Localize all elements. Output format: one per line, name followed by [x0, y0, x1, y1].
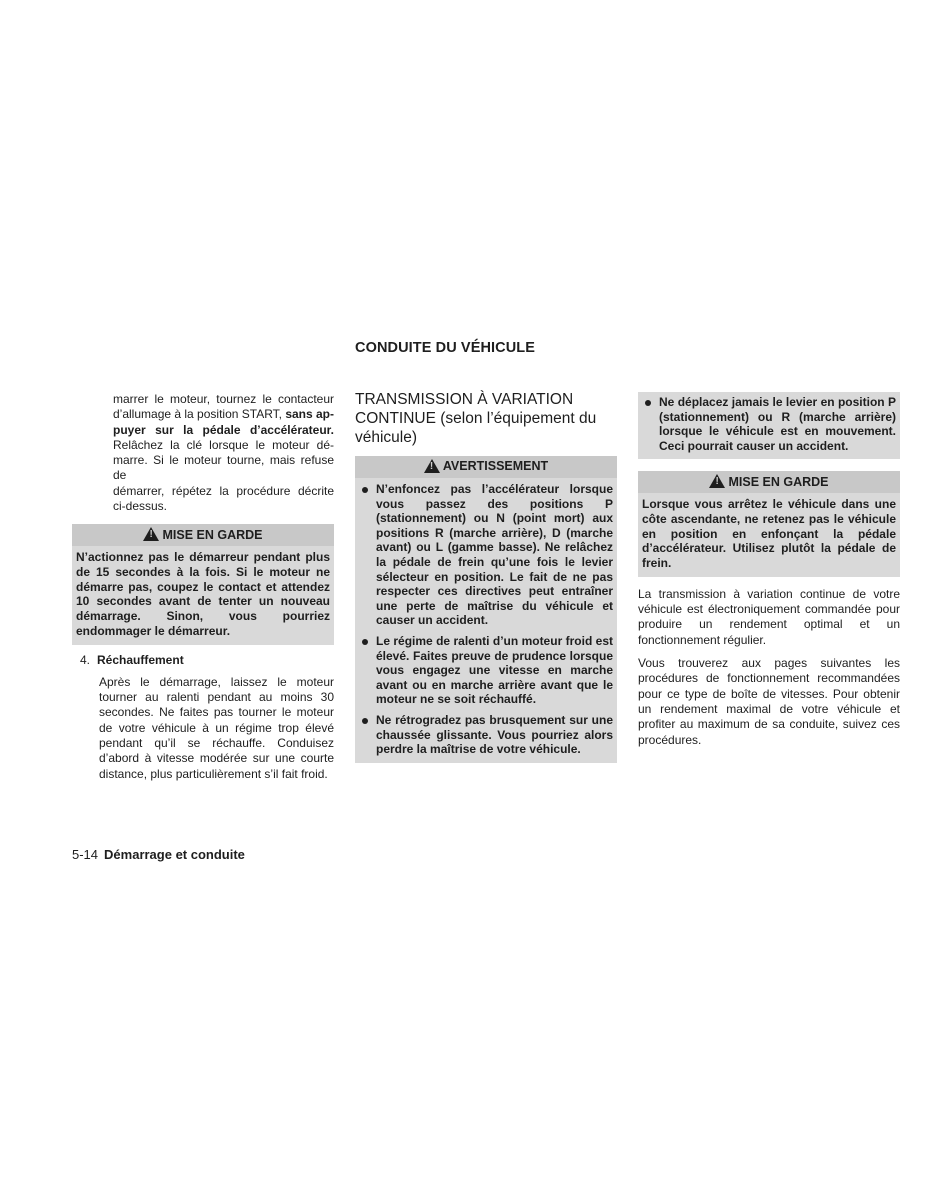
intro-bold: sans ap- [285, 407, 334, 422]
caution-box-2 [638, 471, 900, 577]
page-footer [72, 847, 245, 862]
intro-paragraph [113, 392, 334, 514]
warning-list [355, 478, 617, 763]
intro-line: d’allumage à la position START, sans ap- [113, 407, 334, 422]
column-2 [355, 390, 617, 763]
intro-line: puyer sur la pédale d’accélérateur. [113, 422, 334, 437]
column-3 [638, 392, 900, 748]
warning-bullet: Ne déplacez jamais le levier en position P (stationnement) ou R (marche arrière) lorsque le véhicule est en mouvement. Ceci pourrait causer un accident. [642, 395, 896, 453]
section-title: CONDUITE DU VÉHICULE [355, 340, 536, 356]
caution-header [72, 524, 334, 546]
intro-line: marre. Si le moteur tourne, mais refuse de [113, 453, 334, 483]
caution-title-2: MISE EN GARDE [728, 474, 829, 489]
item-heading [80, 653, 334, 668]
caution-text-2: Lorsque vous arrêtez le véhicule dans une côte ascendante, ne retenez pas le véhicule en position en enfonçant la pédale d’accélérateur. Utilisez plutôt la pédale de frein. [642, 497, 896, 571]
item-title: Réchauffement [97, 652, 184, 667]
warning-continued-box [638, 392, 900, 459]
warning-continued-list [638, 392, 900, 459]
caution-title: MISE EN GARDE [162, 527, 263, 542]
warning-triangle-icon [143, 527, 159, 541]
intro-line: marrer le moteur, tournez le contacteur [113, 392, 334, 406]
warning-box [355, 456, 617, 763]
paragraph-2: Vous trouverez aux pages suivantes les procédures de fonctionnement recommandées pour ce type de boîte de vitesses. Pour obtenir un rendement maximal de votre véhicule et profiter au maximum de sa conduite, suivez ces procédures. [638, 656, 900, 747]
warning-header [355, 456, 617, 478]
paragraph-1: La transmission à variation continue de votre véhicule est électroniquement commandée pour produire un rendement optimal et un fonctionnement régulier. [638, 586, 900, 647]
warning-bullet: Ne rétrogradez pas brusquement sur une chaussée glissante. Vous pourriez alors perdre la maîtrise de votre véhicule. [359, 713, 613, 757]
item-text: Après le démarrage, laissez le moteur tourner au ralenti pendant au moins 30 secondes. Ne faites pas tourner le moteur de votre véhicule à un régime trop élevé pendant qu’il se réchauffe. Conduisez d’abord à vitesse modérée sur une courte distance, plus particulièrement s’il fait froid. [99, 674, 334, 781]
column-1 [72, 392, 334, 782]
subheading: TRANSMISSION À VARIATION CONTINUE (selon l’équipement du véhicule) [355, 391, 597, 446]
intro-line: Relâchez la clé lorsque le moteur dé- [113, 437, 334, 452]
warning-title: AVERTISSEMENT [442, 459, 549, 474]
warning-bullet: Le régime de ralenti d’un moteur froid est élevé. Faites preuve de prudence lorsque vous engagez une vitesse en marche avant ou en marche arrière avant que le moteur ne se soit réchauffé. [359, 634, 613, 707]
warning-bullet: N’enfoncez pas l’accélérateur lorsque vous passez des positions P (stationnement) ou N (point mort) aux positions R (marche arrière), D (marche avant) ou L (gamme basse). Ne relâchez la pédale de frein qu’une fois le levier sélecteur en position. Le fait de ne pas respecter ces directives peut entraîner une perte de maîtrise du véhicule et causer un accident. [359, 482, 613, 628]
page-number: 5-14 [72, 847, 99, 862]
caution-header-2 [638, 471, 900, 493]
chapter-title: Démarrage et conduite [104, 847, 245, 862]
intro-line: ci-dessus. [113, 499, 168, 514]
warning-triangle-icon [424, 459, 440, 473]
caution-text: N’actionnez pas le démarreur pendant plus de 15 secondes à la fois. Si le moteur ne démarre pas, coupez le contact et attendez 10 secondes avant de tenter un nouveau démarrage. Sinon, vous pourriez endommager le démarreur. [76, 550, 330, 638]
item-number: 4. [80, 652, 91, 667]
intro-line: démarrer, répétez la procédure décrite [113, 483, 334, 498]
warning-triangle-icon [709, 474, 725, 488]
caution-box [72, 524, 334, 644]
